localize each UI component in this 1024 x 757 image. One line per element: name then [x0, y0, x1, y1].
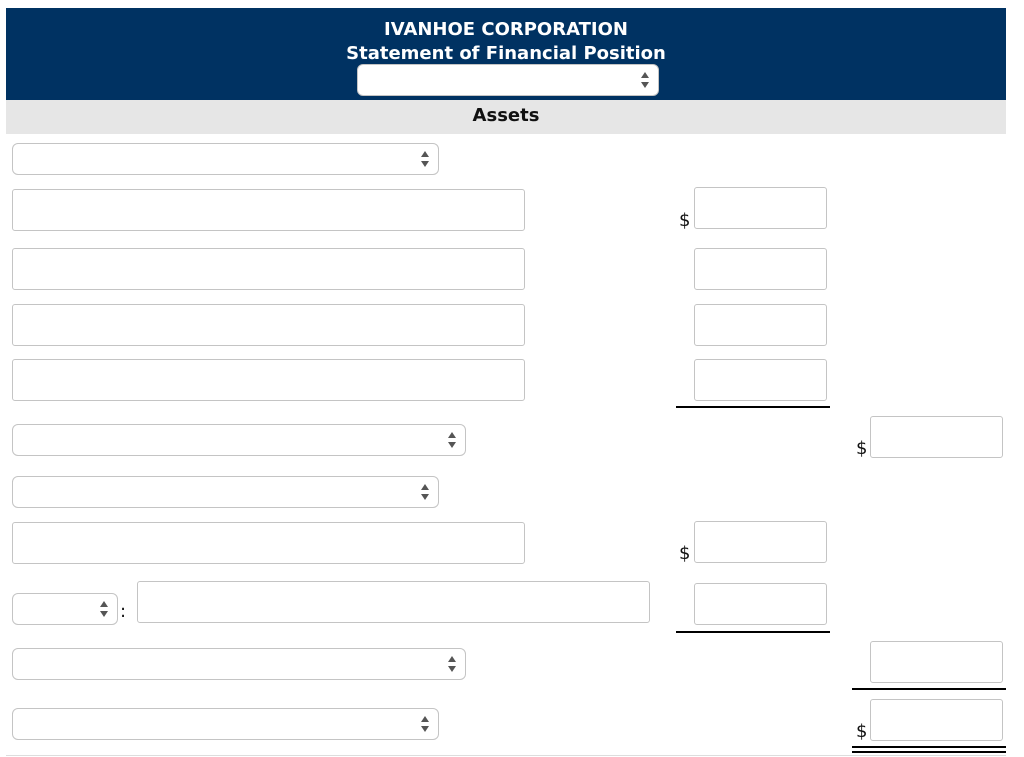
- total-input-1[interactable]: [870, 416, 1003, 458]
- dollar-sign: $: [679, 210, 691, 231]
- total-select-3[interactable]: [12, 708, 439, 740]
- up-down-arrows-icon: [420, 482, 430, 502]
- amount-input-3[interactable]: [694, 304, 827, 346]
- company-name: IVANHOE CORPORATION: [384, 19, 628, 40]
- amount-input-2[interactable]: [694, 248, 827, 290]
- account-input-4[interactable]: [12, 359, 525, 401]
- amount-input-6[interactable]: [694, 583, 827, 625]
- total-input-2[interactable]: [870, 641, 1003, 683]
- category-select-2[interactable]: [12, 476, 439, 508]
- up-down-arrows-icon: [447, 430, 457, 450]
- amount-input-4[interactable]: [694, 359, 827, 401]
- amount-input-1[interactable]: [694, 187, 827, 229]
- statement-header: [6, 8, 1006, 100]
- account-input-6[interactable]: [137, 581, 650, 623]
- up-down-arrows-icon: [640, 70, 650, 90]
- total-select-1[interactable]: [12, 424, 466, 456]
- dollar-sign: $: [856, 438, 868, 459]
- grand-total-rule-top: [852, 746, 1006, 748]
- bottom-divider: [6, 755, 1006, 756]
- amount-input-5[interactable]: [694, 521, 827, 563]
- colon-separator: :: [120, 601, 127, 622]
- adjustment-select[interactable]: [12, 593, 118, 625]
- category-select-1[interactable]: [12, 143, 439, 175]
- account-input-3[interactable]: [12, 304, 525, 346]
- subtotal-rule-1: [676, 406, 830, 408]
- account-input-2[interactable]: [12, 248, 525, 290]
- date-select[interactable]: [357, 64, 659, 96]
- grand-total-rule-bottom: [852, 751, 1006, 753]
- subtotal-rule-2: [676, 631, 830, 633]
- up-down-arrows-icon: [447, 654, 457, 674]
- grand-total-input[interactable]: [870, 699, 1003, 741]
- dollar-sign: $: [679, 543, 691, 564]
- statement-title: Statement of Financial Position: [346, 43, 666, 64]
- up-down-arrows-icon: [420, 149, 430, 169]
- up-down-arrows-icon: [99, 599, 109, 619]
- account-input-1[interactable]: [12, 189, 525, 231]
- account-input-5[interactable]: [12, 522, 525, 564]
- total-select-2[interactable]: [12, 648, 466, 680]
- total-rule: [852, 688, 1006, 690]
- dollar-sign: $: [856, 721, 868, 742]
- up-down-arrows-icon: [420, 714, 430, 734]
- section-title-assets: Assets: [6, 100, 1006, 134]
